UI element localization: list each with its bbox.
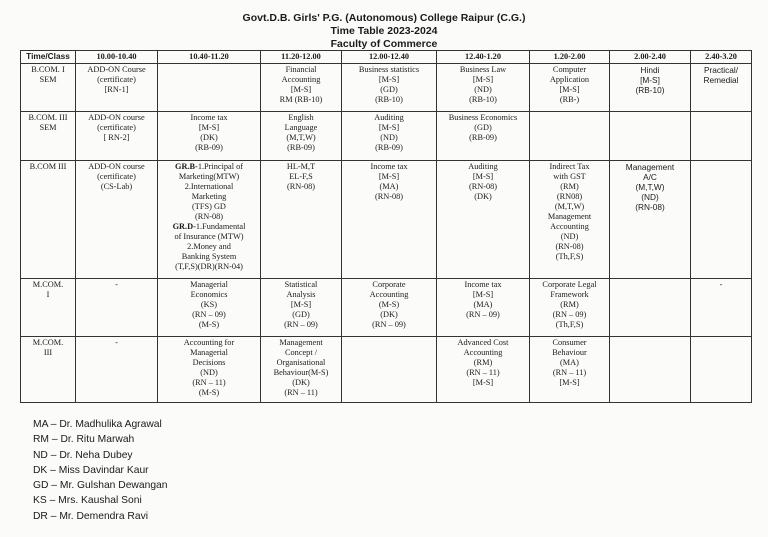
table-row — [21, 279, 752, 337]
faculty-legend — [33, 417, 168, 524]
table-cell — [691, 112, 752, 161]
column-header: 10.00-10.40 — [76, 51, 158, 64]
legend-item: DR – Mr. Demendra Ravi — [33, 510, 149, 522]
table-cell: Financial Accounting [M-S] RM (RB-10) — [261, 64, 342, 112]
table-cell: GR.B-1.Principal of Marketing(MTW) 2.International Marketing (TFS) GD (RN-08) GR.D-1.Fundamental of Insurance (MTW) 2.Money and Banking System (T,F,S)(DR)(RN-04) — [158, 161, 261, 279]
table-cell: - — [76, 279, 158, 337]
table-cell: ADD-ON course (certificate) (CS-Lab) — [76, 161, 158, 279]
column-header: 12.00-12.40 — [342, 51, 437, 64]
table-row — [21, 112, 752, 161]
legend-item: GD – Mr. Gulshan Dewangan — [33, 480, 168, 492]
class-cell: B.COM. III SEM — [21, 112, 76, 161]
table-cell: Auditing [M-S] (ND) (RB-09) — [342, 112, 437, 161]
table-cell: Business statistics [M-S] (GD) (RB-10) — [342, 64, 437, 112]
table-cell: Income tax [M-S] (MA) (RN – 09) — [437, 279, 530, 337]
table-cell: - — [76, 337, 158, 403]
table-cell: Corporate Legal Framework (RM) (RN – 09) (Th,F,S) — [530, 279, 610, 337]
table-row — [21, 337, 752, 403]
table-cell: Hindi [M-S] (RB-10) — [610, 64, 691, 112]
table-cell: Business Law [M-S] (ND) (RB-10) — [437, 64, 530, 112]
table-cell: Corporate Accounting (M-S) (DK) (RN – 09) — [342, 279, 437, 337]
table-cell: HL-M,T EL-F,S (RN-08) — [261, 161, 342, 279]
column-header: 11.20-12.00 — [261, 51, 342, 64]
table-cell: Advanced Cost Accounting (RM) (RN – 11) [M-S] — [437, 337, 530, 403]
column-header: 1.20-2.00 — [530, 51, 610, 64]
class-cell: B.COM. I SEM — [21, 64, 76, 112]
column-header: Time/Class — [21, 51, 76, 64]
table-cell: Income tax [M-S] (DK) (RB-09) — [158, 112, 261, 161]
table-cell: Indirect Tax with GST (RM) (RN08) (M,T,W) Management Accounting (ND) (RN-08) (Th,F,S) — [530, 161, 610, 279]
table-cell: Consumer Behaviour (MA) (RN – 11) [M-S] — [530, 337, 610, 403]
legend-item: MA – Dr. Madhulika Agrawal — [33, 419, 162, 430]
table-cell — [691, 161, 752, 279]
table-cell: Computer Application [M-S] (RB-) — [530, 64, 610, 112]
table-cell: Income tax [M-S] (MA) (RN-08) — [342, 161, 437, 279]
timetable — [20, 50, 752, 403]
table-cell: English Language (M,T,W) (RB-09) — [261, 112, 342, 161]
table-cell: ADD-ON course (certificate) [ RN-2] — [76, 112, 158, 161]
table-cell: Business Economics (GD) (RB-09) — [437, 112, 530, 161]
legend-item: RM – Dr. Ritu Marwah — [33, 434, 135, 446]
table-cell: Statistical Analysis [M-S] (GD) (RN – 09) — [261, 279, 342, 337]
column-header: 2.00-2.40 — [610, 51, 691, 64]
table-cell — [158, 64, 261, 112]
table-cell — [530, 112, 610, 161]
legend-item: DK – Miss Davindar Kaur — [33, 464, 149, 476]
table-cell: Practical/ Remedial — [691, 64, 752, 112]
table-cell — [342, 337, 437, 403]
table-cell: Managerial Economics (KS) (RN – 09) (M-S) — [158, 279, 261, 337]
table-row — [21, 161, 752, 279]
table-cell — [691, 337, 752, 403]
legend-item: ND – Dr. Neha Dubey — [33, 449, 133, 461]
table-cell — [610, 337, 691, 403]
table-cell — [610, 279, 691, 337]
table-cell: Auditing [M-S] (RN-08) (DK) — [437, 161, 530, 279]
timetable-title: Time Table 2023-2024 — [330, 25, 438, 37]
faculty-title: Faculty of Commerce — [330, 38, 438, 50]
table-row — [21, 64, 752, 112]
table-cell: Accounting for Managerial Decisions (ND) (RN – 11) (M-S) — [158, 337, 261, 403]
class-cell: B.COM III — [21, 161, 76, 279]
column-header: 12.40-1.20 — [437, 51, 530, 64]
class-cell: M.COM. III — [21, 337, 76, 403]
table-cell — [610, 112, 691, 161]
column-header: 2.40-3.20 — [691, 51, 752, 64]
column-header: 10.40-11.20 — [158, 51, 261, 64]
table-cell: - — [691, 279, 752, 337]
table-cell: Management Concept / Organisational Behaviour(M-S) (DK) (RN – 11) — [261, 337, 342, 403]
class-cell: M.COM. I — [21, 279, 76, 337]
legend-item: KS – Mrs. Kaushal Soni — [33, 495, 142, 507]
table-cell: Management A/C (M,T,W) (ND) (RN-08) — [610, 161, 691, 279]
college-title: Govt.D.B. Girls' P.G. (Autonomous) College Raipur (C.G.) — [242, 12, 526, 24]
table-header-row — [21, 51, 752, 64]
table-cell: ADD-ON Course (certificate) [RN-1] — [76, 64, 158, 112]
